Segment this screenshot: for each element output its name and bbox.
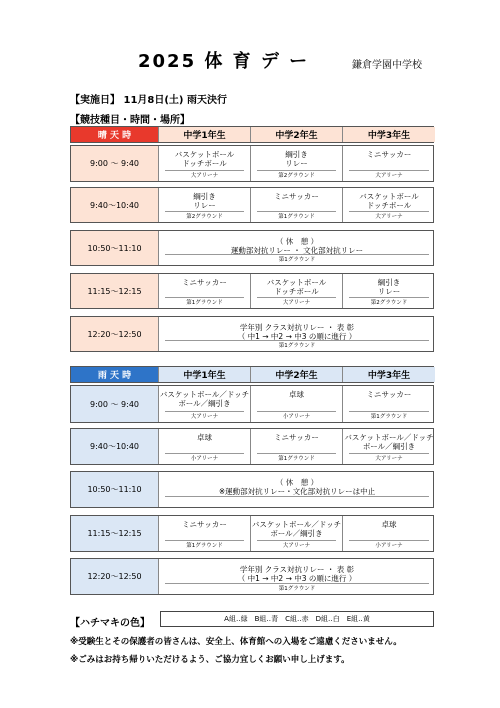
page-title: 2025 体 育 デ ー [138, 51, 310, 72]
event-name: ミニサッカー [274, 433, 319, 442]
event-name: ミニサッカー [366, 150, 412, 159]
event-cell [343, 274, 435, 308]
event-name: ミニサッカー [182, 520, 227, 529]
hachimaki-label: 【ハチマキの色】 [70, 618, 150, 629]
event-location: 大アリーナ [375, 456, 403, 462]
grade-header: 中学3年生 [343, 127, 435, 142]
time-slot: 9:00 ～ 9:40 [71, 386, 159, 422]
event-name: バスケットボール ドッチボール [266, 278, 327, 296]
event-cell [343, 188, 435, 222]
event-location: 第1グラウンド [278, 343, 316, 349]
event-cell [159, 146, 251, 181]
event-location: 第2グラウンド [370, 300, 408, 306]
time-slot: 10:50～11:10 [71, 231, 159, 265]
event-cell [251, 516, 343, 551]
event-name: バスケットボール ドッチボール [359, 192, 419, 210]
event-location: 第1グラウンド [186, 543, 223, 549]
schedule-row [70, 471, 434, 508]
section-label: 【競技種目・時間・場所】 [70, 115, 190, 126]
grade-header: 中学2年生 [251, 127, 343, 142]
event-location: 第1グラウンド [186, 300, 223, 306]
event-location: 大アリーナ [375, 214, 403, 220]
event-cell [159, 472, 435, 507]
event-cell [343, 146, 435, 181]
grade-header: 中学3年生 [343, 367, 435, 382]
event-name: 卓球 [381, 520, 397, 529]
event-cell [159, 188, 251, 222]
event-location: 大アリーナ [190, 414, 219, 420]
schedule-row [70, 273, 434, 309]
event-name: 卓球 [197, 433, 212, 442]
weather-label: 晴 天 時 [71, 127, 159, 142]
event-cell [251, 386, 343, 422]
event-name: 綱引き リレー [377, 278, 401, 296]
schedule-row [70, 316, 434, 352]
event-cell [159, 274, 251, 308]
event-name: 学年別 クラス対抗リレー ・ 表 彰 （ 中1 → 中2 → 中3 の順に進行 ） [237, 565, 357, 583]
schedule-header-row [70, 366, 434, 383]
event-cell [251, 429, 343, 464]
event-cell [343, 429, 435, 464]
schedule-row [70, 187, 434, 223]
divider [165, 496, 429, 497]
grade-header: 中学2年生 [251, 367, 343, 382]
schedule-row [70, 428, 434, 465]
event-cell [251, 188, 343, 222]
event-cell [159, 516, 251, 551]
event-name: バスケットボール／ドッチ ボール／綱引き [251, 520, 342, 538]
schedule-row [70, 385, 434, 423]
school-name: 鎌倉学園中学校 [352, 60, 422, 71]
event-name: バスケットボール／ドッチ ボール／綱引き [344, 433, 434, 451]
time-slot: 10:50～11:10 [71, 472, 159, 507]
time-slot: 11:15～12:15 [71, 516, 159, 551]
event-location: 小アリーナ [375, 543, 403, 549]
event-location: 第1グラウンド [278, 257, 316, 263]
event-location: 大アリーナ [375, 173, 403, 179]
schedule-row [70, 145, 434, 182]
event-name: 綱引き リレー [285, 150, 308, 168]
event-location: 大アリーナ [282, 300, 311, 306]
event-name: バスケットボール／ドッチ ボール／綱引き [159, 390, 250, 408]
event-location: 小アリーナ [282, 414, 311, 420]
schedule-header-row [70, 126, 434, 143]
event-location: 第1グラウンド [278, 586, 316, 592]
schedule-row [70, 558, 434, 595]
event-cell [343, 516, 435, 551]
event-location: 第1グラウンド [278, 456, 315, 462]
event-name: ミニサッカー [366, 390, 412, 399]
time-slot: 12:20～12:50 [71, 317, 159, 351]
event-cell [159, 429, 251, 464]
weather-label: 雨 天 時 [71, 367, 159, 382]
schedule-row [70, 515, 434, 552]
event-name: （ 休 憩 ） 運動部対抗リレー ・ 文化部対抗リレー [230, 237, 364, 255]
event-name: ミニサッカー [274, 192, 319, 201]
grade-header: 中学1年生 [159, 367, 251, 382]
event-cell [159, 317, 435, 351]
note-1: ※受験生とその保護者の皆さんは、安全上、体育館への入場をご遠慮くださいません。 [70, 637, 402, 647]
event-location: 第1グラウンド [370, 414, 408, 420]
event-cell [159, 386, 251, 422]
event-location: 第1グラウンド [278, 214, 315, 220]
event-name: 綱引き リレー [193, 192, 216, 210]
event-name: 卓球 [289, 390, 304, 399]
time-slot: 9:40～10:40 [71, 429, 159, 464]
time-slot: 12:20～12:50 [71, 559, 159, 594]
event-cell [251, 274, 343, 308]
time-slot: 9:00 ～ 9:40 [71, 146, 159, 181]
event-cell [343, 386, 435, 422]
schedule-row [70, 230, 434, 266]
event-cell [159, 559, 435, 594]
event-name: バスケットボール ドッチボール [174, 150, 235, 168]
event-date: 【実施日】 11月8日(土) 雨天決行 [70, 95, 227, 106]
event-location: 小アリーナ [190, 456, 219, 462]
event-location: 大アリーナ [282, 543, 311, 549]
event-location: 大アリーナ [190, 173, 219, 179]
event-name: （ 休 憩 ） ※運動部対抗リレー・文化部対抗リレーは中止 [218, 478, 376, 496]
event-cell [251, 146, 343, 181]
note-2: ※ごみはお持ち帰りいただけるよう、ご協力宜しくお願い申し上げます。 [70, 655, 350, 665]
time-slot: 11:15～12:15 [71, 274, 159, 308]
hachimaki-colors: A組‥緑 B組‥青 C組‥赤 D組‥白 E組‥黄 [160, 611, 434, 627]
event-name: 学年別 クラス対抗リレー ・ 表 彰 （ 中1 → 中2 → 中3 の順に進行 ） [237, 323, 357, 341]
grade-header: 中学1年生 [159, 127, 251, 142]
time-slot: 9:40～10:40 [71, 188, 159, 222]
event-cell [159, 231, 435, 265]
event-location: 第2グラウンド [186, 214, 223, 220]
event-name: ミニサッカー [182, 278, 227, 287]
event-location: 第2グラウンド [278, 173, 315, 179]
